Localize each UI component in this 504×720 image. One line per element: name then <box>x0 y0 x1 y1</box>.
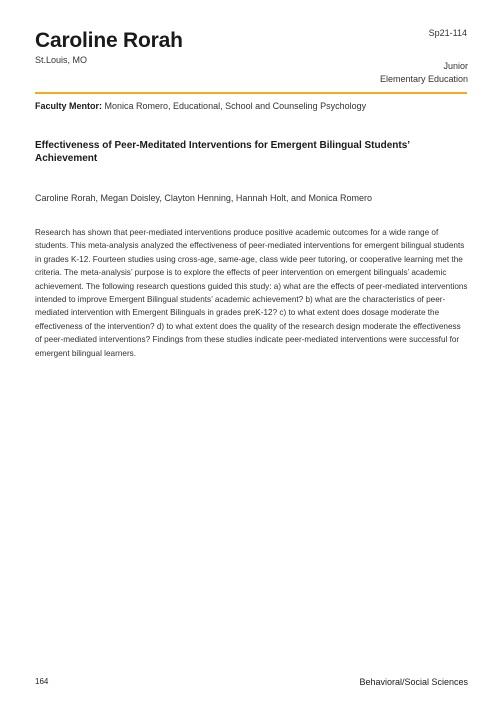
faculty-mentor-text: Monica Romero, Educational, School and Counseling Psychology <box>102 101 367 111</box>
header-divider <box>35 92 467 94</box>
section-name: Behavioral/Social Sciences <box>359 677 468 687</box>
paper-title: Effectiveness of Peer-Meditated Interventions for Emergent Bilingual Students’ Achievement <box>35 140 410 164</box>
faculty-mentor-label: Faculty Mentor: <box>35 101 103 111</box>
abstract-body: Research has shown that peer-mediated interventions produce positive academic outcomes for a wide range of students. This meta-analysis analyzed the effectiveness of peer-mediated interventions for emergent bilingual students in grades K-12. Fourteen studies using cross-age, same-age, class wide peer tutoring, or cooperative learning met the criteria. The meta-analysis’ purpose is to explore the effects of peer intervention on emergent bilinguals’ academic achievement. The following research questions guided this study: a) what are the effects of peer-mediated interventions intended to improve Emergent Bilingual students’ academic achievement? b) what are the characteristics of peer-mediated intervention with Emergent Bilinguals in grades preK-12? c) to what extent does dosage moderate the effectiveness of the intervention? d) to what extent does the quality of the research design moderate the effectiveness of peer-mediated interventions? Findings from these studies indicate peer-mediated interventions were successful for emergent bilingual learners. <box>35 228 468 358</box>
student-name: Caroline Rorah <box>35 29 183 52</box>
author-list: Caroline Rorah, Megan Doisley, Clayton Henning, Hannah Holt, and Monica Romero <box>35 193 373 203</box>
faculty-mentor <box>35 101 366 111</box>
student-location: St.Louis, MO <box>35 55 88 65</box>
abstract-code: Sp21-114 <box>428 28 467 38</box>
student-major: Elementary Education <box>379 74 468 84</box>
page-number: 164 <box>35 677 49 686</box>
student-year: Junior <box>443 61 468 71</box>
